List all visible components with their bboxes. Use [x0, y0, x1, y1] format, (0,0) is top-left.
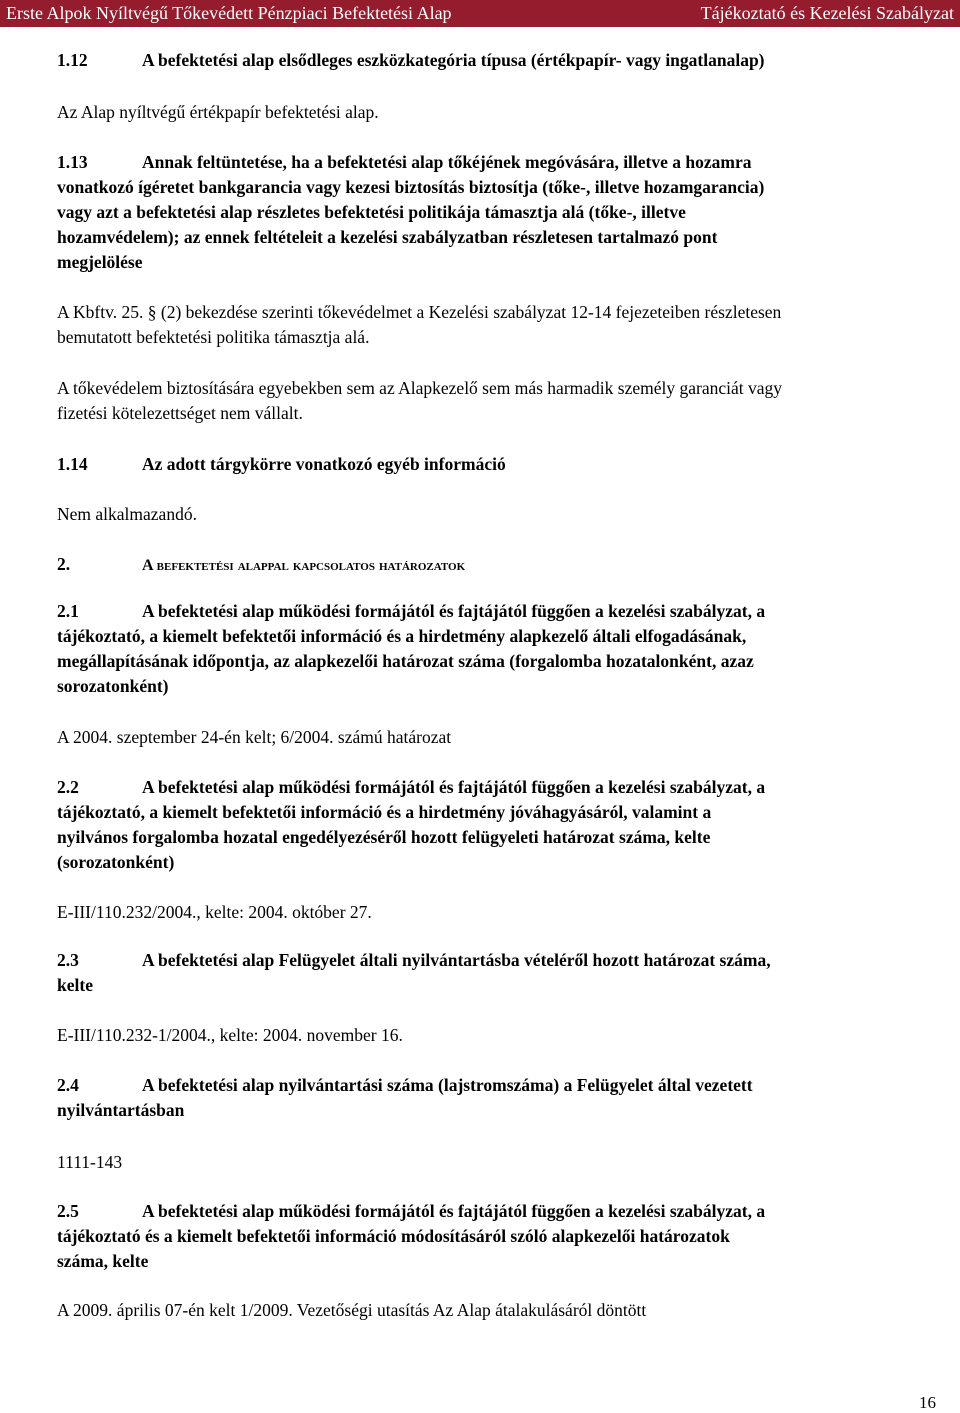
section-2-3-heading	[57, 948, 957, 998]
page-number: 16	[919, 1393, 936, 1412]
heading-line: nyilvántartásban	[57, 1100, 185, 1120]
chapter-title: A befektetési alappal kapcsolatos határozatok	[142, 557, 466, 574]
heading-line: hozamvédelem); az ennek feltételeit a kezelési szabályzatban részletesen tartalmazó pont	[57, 227, 718, 247]
section-1-13-paragraph-2	[57, 376, 957, 426]
section-number: 2.2	[57, 777, 79, 797]
running-header	[0, 0, 960, 27]
header-fund-name: Erste Alpok Nyíltvégű Tőkevédett Pénzpiaci Befektetési Alap	[6, 3, 452, 23]
heading-line: 2.5 A befektetési alap működési formájától és fajtájától függően a kezelési szabályzat, a	[57, 1199, 957, 1224]
heading-line: 2.3 A befektetési alap Felügyelet általi nyilvántartásba vételéről hozott határozat száma,	[57, 948, 957, 973]
section-1-14-body: Nem alkalmazandó.	[57, 504, 197, 524]
heading-line: tájékoztató és a kiemelt befektetői információ módosításáról szóló alapkezelői határozatok	[57, 1226, 730, 1246]
section-number: 2.3	[57, 950, 79, 970]
section-2-4-body: 1111-143	[57, 1152, 123, 1172]
heading-line: vonatkozó ígéretet bankgarancia vagy kezesi biztosítás biztosítja (tőke-, illetve hozamgarancia)	[57, 177, 765, 197]
paragraph-line: A Kbftv. 25. § (2) bekezdése szerinti tőkevédelmet a Kezelési szabályzat 12-14 fejezeteiben részletesen	[57, 302, 782, 322]
section-number: 1.14	[57, 454, 88, 474]
section-title: Az adott tárgykörre vonatkozó egyéb információ	[142, 454, 506, 474]
section-number: 2.	[57, 554, 71, 574]
section-2-1-heading	[57, 599, 957, 699]
section-number: 2.4	[57, 1075, 79, 1095]
section-2-4-heading	[57, 1073, 957, 1123]
heading-line: vagy azt a befektetési alap részletes befektetési politikája támasztja alá (tőke-, illetve	[57, 202, 686, 222]
section-number: 2.1	[57, 601, 79, 621]
section-number: 2.5	[57, 1201, 79, 1221]
heading-line: 2.1 A befektetési alap működési formájától és fajtájától függően a kezelési szabályzat, a	[57, 599, 957, 624]
section-2-2-heading	[57, 775, 957, 875]
chapter-2-heading	[57, 552, 957, 578]
heading-line: sorozatonként)	[57, 676, 169, 696]
heading-line: (sorozatonként)	[57, 852, 175, 872]
heading-line: 2.4 A befektetési alap nyilvántartási száma (lajstromszáma) a Felügyelet által vezetett	[57, 1073, 957, 1098]
section-1-12-heading	[57, 48, 957, 73]
heading-line: tájékoztató, a kiemelt befektetői információ és a hirdetmény alapkezelő általi elfogadásának,	[57, 626, 747, 646]
section-2-3-body: E-III/110.232-1/2004., kelte: 2004. november 16.	[57, 1025, 403, 1045]
heading-line: megjelölése	[57, 252, 143, 272]
section-1-14-heading	[57, 452, 957, 477]
header-document-title: Tájékoztató és Kezelési Szabályzat	[700, 3, 954, 23]
section-1-13-paragraph-1	[57, 300, 957, 350]
heading-line: száma, kelte	[57, 1251, 149, 1271]
heading-line: megállapításának időpontja, az alapkezelői határozat száma (forgalomba hozatalonként, azaz	[57, 651, 754, 671]
section-number: 1.13	[57, 152, 88, 172]
section-2-1-body: A 2004. szeptember 24-én kelt; 6/2004. számú határozat	[57, 727, 452, 747]
heading-line: nyilvános forgalomba hozatal engedélyezéséről hozott felügyeleti határozat száma, kelte	[57, 827, 711, 847]
section-1-12-body: Az Alap nyíltvégű értékpapír befektetési alap.	[57, 102, 379, 122]
heading-line: kelte	[57, 975, 93, 995]
paragraph-line: A tőkevédelem biztosítására egyebekben sem az Alapkezelő sem más harmadik személy garanciát vagy	[57, 378, 782, 398]
paragraph-line: bemutatott befektetési politika támasztja alá.	[57, 327, 370, 347]
heading-line: 1.13 Annak feltüntetése, ha a befektetési alap tőkéjének megóvására, illetve a hozamra	[57, 150, 957, 175]
section-2-2-body: E-III/110.232/2004., kelte: 2004. október 27.	[57, 902, 372, 922]
heading-line: tájékoztató, a kiemelt befektetői információ és a hirdetmény jóváhagyásáról, valamint a	[57, 802, 712, 822]
section-1-13-heading	[57, 150, 957, 275]
heading-line: 2.2 A befektetési alap működési formájától és fajtájától függően a kezelési szabályzat, a	[57, 775, 957, 800]
section-2-5-body: A 2009. április 07-én kelt 1/2009. Vezetőségi utasítás Az Alap átalakulásáról döntött	[57, 1300, 647, 1320]
section-2-5-heading	[57, 1199, 957, 1274]
section-title: A befektetési alap elsődleges eszközkategória típusa (értékpapír- vagy ingatlanalap)	[142, 50, 765, 70]
section-number: 1.12	[57, 50, 88, 70]
paragraph-line: fizetési kötelezettséget nem vállalt.	[57, 403, 303, 423]
